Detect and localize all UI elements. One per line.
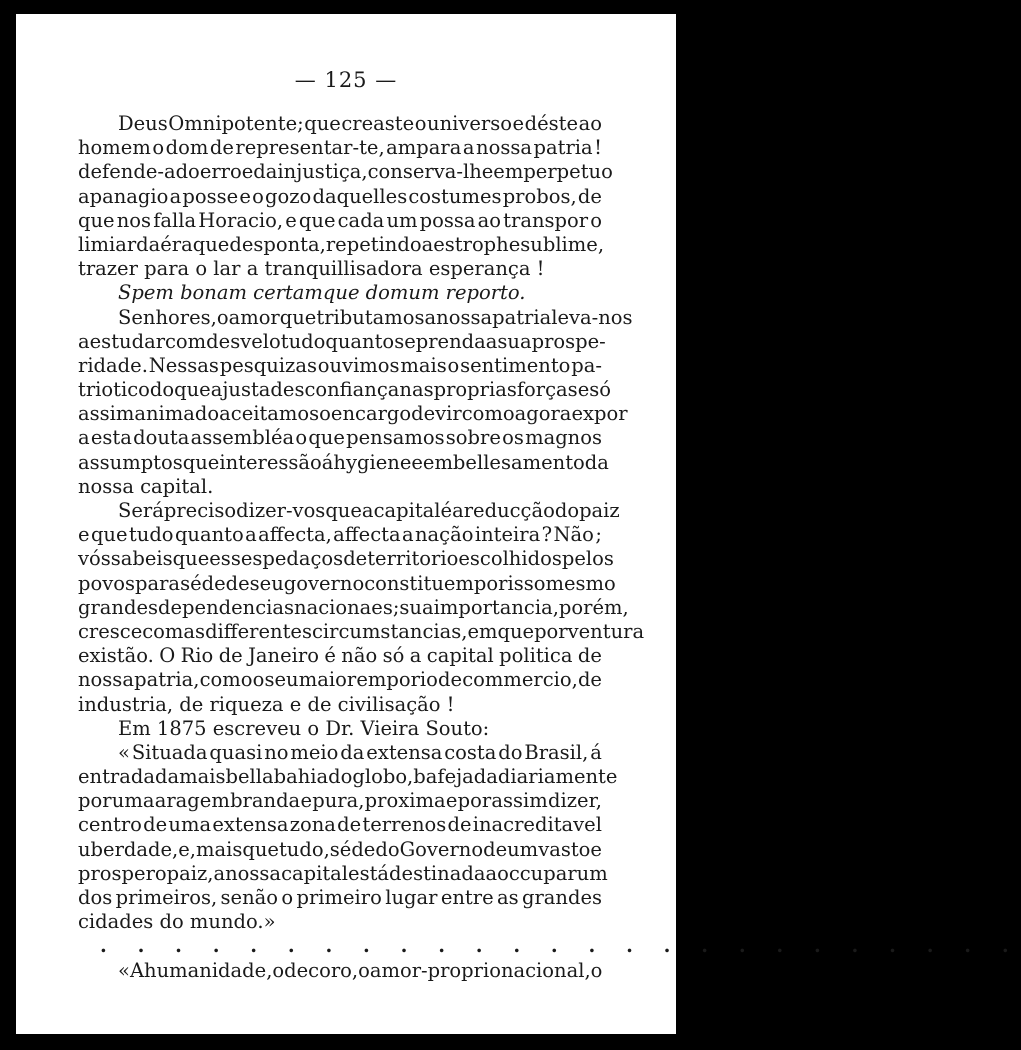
text-line: trazer para o lar a tranquillisadora esperança ! xyxy=(78,257,545,281)
book-page xyxy=(16,14,1021,1034)
text-line: dos primeiros, senão o primeiro lugar entre as grandes xyxy=(78,886,602,909)
text-line: ridade. Nessas pesquizas ouvimos mais o sentimento pa- xyxy=(78,353,602,377)
page-number: — 125 — xyxy=(294,68,398,92)
text-line: Em 1875 escreveu o Dr. Vieira Souto: xyxy=(118,716,490,740)
text-line: Será preciso dizer-vos que a capital é a reducção do paiz xyxy=(118,499,620,522)
text-line: grandes dependencias nacionaes ; sua importancia, porém, xyxy=(78,595,629,619)
text-line: limiar da éra que desponta, repetindo a estrophe sublime, xyxy=(78,232,605,256)
text-line: nossa patria, como o seu maior emporio de commercio, de xyxy=(78,668,602,692)
text-line: e que tudo quanto a affecta, affecta a nação inteira ? Não ; xyxy=(78,523,602,547)
text-line: vós sabeis que esses pedaços de territorio escolhidos pelos xyxy=(78,547,614,571)
text-line: apanagio a posse e o gozo daquelles costumes probos, de xyxy=(78,184,602,208)
text-line: a esta douta assembléa o que pensamos sobre os magnos xyxy=(78,426,602,450)
text-line: industria, de riqueza e de civilisação ! xyxy=(78,692,455,716)
text-line: entrada da mais bella bahia do globo, bafejada diariamente xyxy=(78,765,618,789)
text-line: cidades do mundo.» xyxy=(78,910,276,934)
text-line: por uma aragem branda e pura, proxima e por assim dizer, xyxy=(78,789,602,813)
text-line: povos para séde de seu governo constituem por isso mesmo xyxy=(78,571,616,595)
text-line: Spem bonam certamque domum reporto. xyxy=(118,281,526,305)
text-line: uberdade, e, mais que tudo, séde do Governo de um vasto e xyxy=(78,837,602,861)
text-line: Deus Omnipotente; que creaste o universo e déste ao xyxy=(118,112,602,135)
text-line: defende-a do erro e da injustiça, conserva-lhe em perpetuo xyxy=(78,160,613,184)
text-line: assim animado aceitamos o encargo de vir como agora expor xyxy=(78,402,628,426)
text-line: cresce com as differentes circumstancias, em que porventura xyxy=(78,619,645,643)
text-line: « A humanidade, o decoro, o amor-proprio nacional, o xyxy=(118,958,603,982)
text-line: centro de uma extensa zona de terrenos de inacreditavel xyxy=(78,813,602,837)
body-text xyxy=(78,112,1021,983)
text-line: homem o dom de representar-te, ampara a nossa patria ! xyxy=(78,136,602,160)
text-line: nossa capital. xyxy=(78,474,214,498)
text-line: « Situada quasi no meio da extensa costa do Brasil, á xyxy=(118,740,602,764)
text-line: . . . . . . . . . . . . . . . . . . . . . . . . . xyxy=(100,934,1021,958)
text-line: que nos falla Horacio, e que cada um possa ao transpor o xyxy=(78,208,602,232)
text-line: assumptos que interessão á hygiene e embellesamento da xyxy=(78,450,609,474)
text-line: Senhores, o amor que tributamos a nossa patria leva-nos xyxy=(118,305,633,329)
text-line: existão. O Rio de Janeiro é não só a capital politica de xyxy=(78,644,602,668)
text-line: a estudar com desvelo tudo quanto se prenda a sua prospe- xyxy=(78,329,606,353)
text-line: prospero paiz, a nossa capital está destinada a occupar um xyxy=(78,861,608,885)
text-line: triotico do que a justa desconfiança nas proprias forças e só xyxy=(78,378,611,402)
